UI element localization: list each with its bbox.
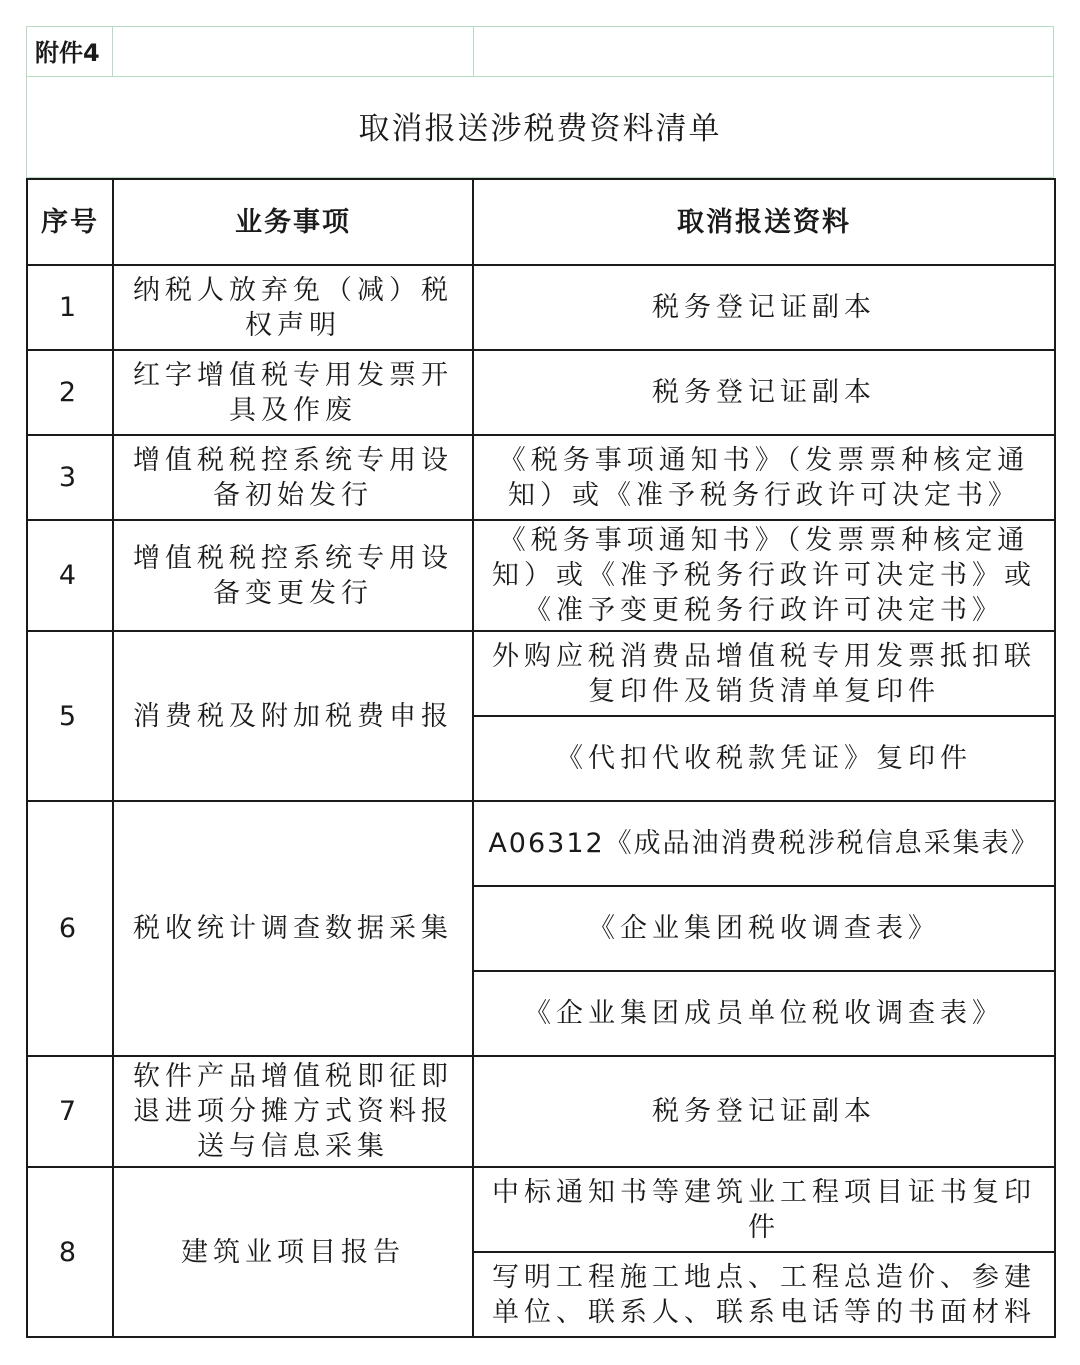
table-row [27, 265, 1055, 350]
header-item: 业务事项 [113, 179, 473, 265]
row-material: 写明工程施工地点、工程总造价、参建单位、联系人、联系电话等的书面材料 [473, 1252, 1055, 1337]
table-row [27, 631, 1055, 716]
document-title: 取消报送涉税费资料清单 [358, 111, 722, 147]
row-material: 《企业集团成员单位税收调查表》 [473, 971, 1055, 1056]
header-divider [473, 27, 474, 76]
row-material: 外购应税消费品增值税专用发票抵扣联复印件及销货清单复印件 [473, 631, 1055, 716]
row-item: 增值税税控系统专用设备初始发行 [113, 435, 473, 520]
materials-table [26, 178, 1056, 1338]
row-material: 税务登记证副本 [473, 350, 1055, 435]
row-seq: 2 [27, 350, 113, 435]
row-material: 税务登记证副本 [473, 1056, 1055, 1167]
row-item: 消费税及附加税费申报 [113, 631, 473, 801]
table-row [27, 435, 1055, 520]
table-row [27, 1056, 1055, 1167]
row-item: 纳税人放弃免（减）税权声明 [113, 265, 473, 350]
row-item: 税收统计调查数据采集 [113, 801, 473, 1056]
row-seq: 1 [27, 265, 113, 350]
table-header-row [27, 179, 1055, 265]
table-row [27, 1167, 1055, 1252]
row-item: 增值税税控系统专用设备变更发行 [113, 520, 473, 631]
row-material: A06312《成品油消费税涉税信息采集表》 [473, 801, 1055, 886]
row-item: 软件产品增值税即征即退进项分摊方式资料报送与信息采集 [113, 1056, 473, 1167]
row-material: 税务登记证副本 [473, 265, 1055, 350]
header-divider [112, 27, 113, 76]
table-row [27, 350, 1055, 435]
row-item: 红字增值税专用发票开具及作废 [113, 350, 473, 435]
row-seq: 5 [27, 631, 113, 801]
row-seq: 8 [27, 1167, 113, 1337]
header-materials: 取消报送资料 [473, 179, 1055, 265]
header-grid [26, 26, 1054, 178]
row-material: 《税务事项通知书》（发票票种核定通知）或《准予税务行政许可决定书》或《准予变更税务行政许可决定书》 [473, 520, 1055, 631]
attachment-label: 附件4 [35, 39, 100, 67]
row-seq: 7 [27, 1056, 113, 1167]
row-seq: 6 [27, 801, 113, 1056]
row-material: 《代扣代收税款凭证》复印件 [473, 716, 1055, 801]
row-seq: 3 [27, 435, 113, 520]
row-material: 《税务事项通知书》（发票票种核定通知）或《准予税务行政许可决定书》 [473, 435, 1055, 520]
row-item: 建筑业项目报告 [113, 1167, 473, 1337]
row-material: 《企业集团税收调查表》 [473, 886, 1055, 971]
row-seq: 4 [27, 520, 113, 631]
table-row [27, 801, 1055, 886]
row-material: 中标通知书等建筑业工程项目证书复印件 [473, 1167, 1055, 1252]
table-row [27, 520, 1055, 631]
header-seq: 序号 [27, 179, 113, 265]
header-divider [27, 76, 1053, 77]
